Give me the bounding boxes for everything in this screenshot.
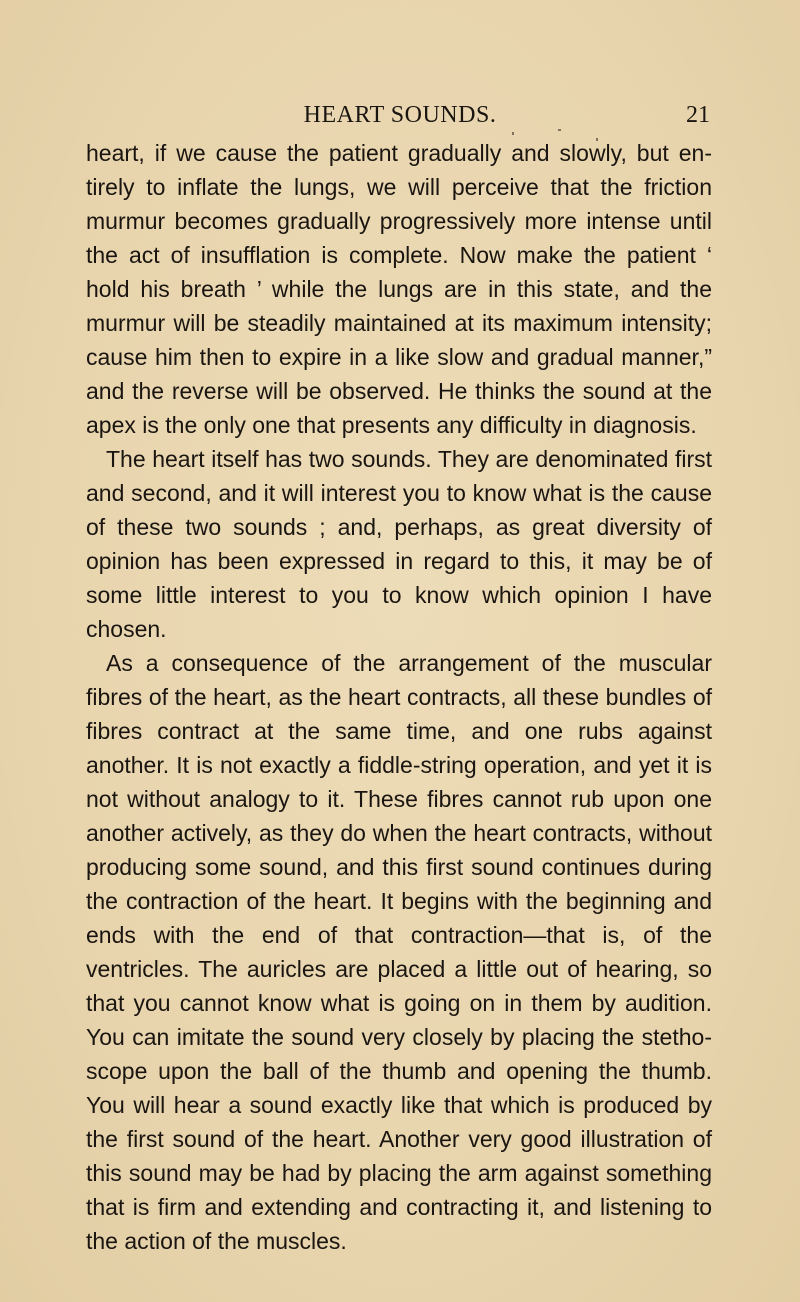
- running-head: [0, 100, 800, 130]
- print-speck: [512, 132, 514, 135]
- paragraph: The heart itself has two sounds. They are denominated first and second, and it will interest you to know what is the cause of these two sounds ; and, perhaps, as great diversity of opinion has been expressed in regard to this, it may be of some little interest to you to know which opinion I have chosen.: [86, 446, 712, 642]
- running-title: HEART SOUNDS.: [303, 102, 497, 128]
- paragraph: heart, if we cause the patient gradually and slowly, but entirely to inflate the lungs, we will perceive that the friction murmur becomes gradually progressively more intense until the act of insufflation is complete. Now make the patient ‘ hold his breath ’ while the lungs are in this state, and the murmur will be steadily maintained at its maximum intensity; cause him then to expire in a like slow and gradual manner,” and the reverse will be observed. He thinks the sound at the apex is the only one that presents any difficulty in diagnosis.: [86, 140, 712, 438]
- paragraph: As a consequence of the arrangement of the muscular fibres of the heart, as the heart contracts, all these bundles of fibres contract at the same time, and one rubs against another. It is not exactly a fiddle-string operation, and yet it is not without analogy to it. These fibres cannot rub upon one another actively, as they do when the heart contracts, without producing some sound, and this first sound continues during the contraction of the heart. It begins with the beginning and ends with the end of that contraction—that is, of the ventricles. The auricles are placed a little out of hearing, so that you cannot know what is going on in them by audition. You can imitate the sound very closely by placing the stethoscope upon the ball of the thumb and opening the thumb. You will hear a sound exactly like that which is produced by the first sound of the heart. Another very good illustration of this sound may be had by placing the arm against something that is firm and extending and contracting it, and listening to the action of the muscles.: [86, 650, 712, 1254]
- body-text: [86, 136, 712, 1258]
- page-number: 21: [686, 102, 710, 128]
- print-speck: [558, 129, 561, 131]
